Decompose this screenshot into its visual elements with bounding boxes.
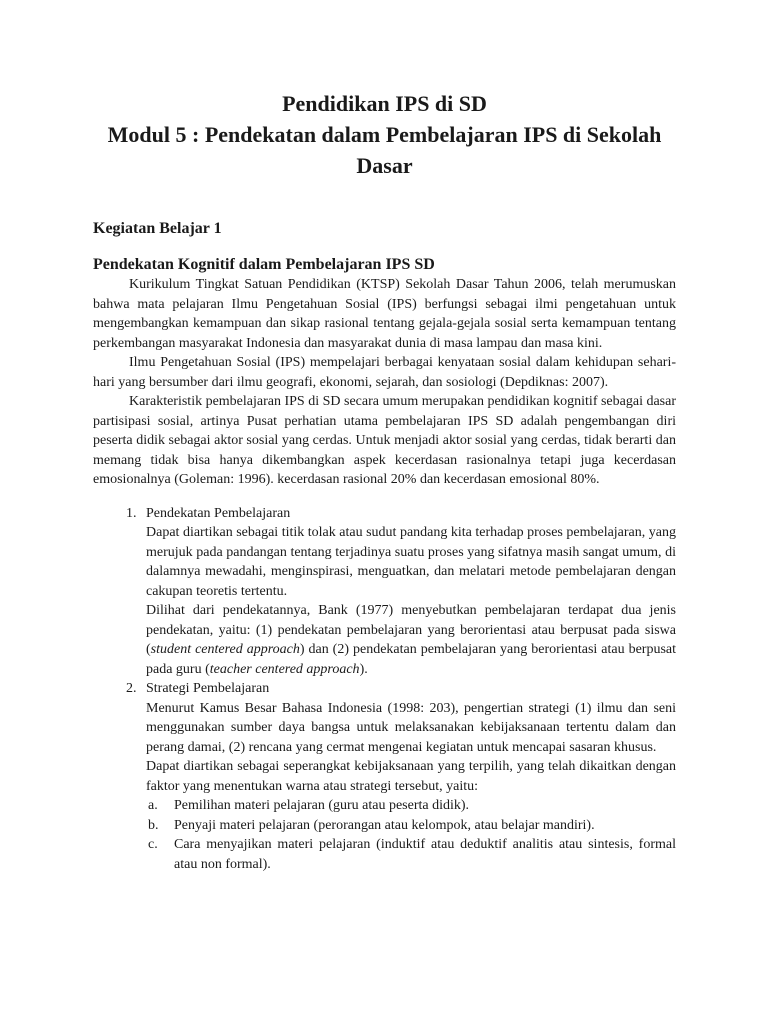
emphasis-student-centered: student centered approach [150, 642, 300, 657]
sub-list-letter: c. [148, 837, 158, 852]
list-item-body-bank [146, 601, 676, 679]
list-item-title: Pendekatan Pembelajaran [146, 505, 291, 521]
list-item-body: Dapat diartikan sebagai titik tolak atau sudut pandang kita terhadap proses pembelajaran, yang merujuk pada pandangan tentang terjadinya suatu proses yang sifatnya masih sangat umum, di dalamnya mewadahi, menginspirasi, menguatkan, dan melatari metode pembelajaran dengan cakupan teoretis tertentu. [146, 525, 676, 599]
sub-list-text: Pemilihan materi pelajaran (guru atau peserta didik). [174, 798, 470, 813]
sub-list-item [146, 835, 676, 874]
list-item-body: Dapat diartikan sebagai seperangkat kebijaksanaan yang terpilih, yang telah dikaitkan dengan faktor yang menentukan warna atau strategi tersebut, yaitu: [146, 759, 676, 794]
sub-list-letter: b. [148, 817, 159, 833]
paragraph-karakteristik: Karakteristik pembelajaran IPS di SD secara umum merupakan pendidikan kognitif sebagai dasar partisipasi sosial, artinya Pusat perhatian utama pembelajaran IPS SD adalah pengembangan diri peserta didik sebagai aktor sosial yang cerdas. Untuk menjadi aktor sosial yang cerdas, tidak berarti dan memang tidak bisa hanya dikembangkan aspek kecerdasan rasionalnya tetapi juga kecerdasan emosionalnya (Goleman: 1996). kecerdasan rasional 20% dan kecerdasan emosional 80%. [93, 394, 676, 487]
text-run: ) dan (2) pendekatan pembelajaran yang berorientasi atau berpusat pada guru ( [146, 642, 677, 677]
list-number: 2. [126, 681, 137, 696]
list-item-pendekatan [93, 504, 676, 680]
text-run: Dilihat dari pendekatannya, Bank (1977) menyebutkan pembelajaran terdapat dua jenis pendekatan, yaitu: (1) pendekatan pembelajaran yang berorientasi atau berpusat pada siswa ( [146, 603, 676, 657]
list-number: 1. [126, 505, 137, 521]
paragraph-ktsp: Kurikulum Tingkat Satuan Pendidikan (KTSP) Sekolah Dasar Tahun 2006, telah merumuskan bahwa mata pelajaran Ilmu Pengetahuan Sosial (IPS) berfungsi sebagai ilmi pengetahuan untuk mengembangkan kemampuan dan sikap rasional tentang gejala-gejala sosial serta kemampuan tentang perkembangan masyarakat Indonesia dan masyarakat dunia di masa lampau dan masa kini. [93, 277, 676, 351]
list-item-body: Menurut Kamus Besar Bahasa Indonesia (1998: 203), pengertian strategi (1) ilmu dan seni menggunakan sumber daya bangsa untuk melaksanakan kebijaksanaan tertentu dalam dan perang damai, (2) rencana yang cermat mengenai kegiatan untuk mencapai sasaran khusus. [146, 700, 676, 755]
sub-list-text: Cara menyajikan materi pelajaran (induktif atau deduktif analitis atau sintesis, formal atau non formal). [174, 837, 676, 872]
paragraph-ips-definition: Ilmu Pengetahuan Sosial (IPS) mempelajari berbagai kenyataan sosial dalam kehidupan sehari-hari yang bersumber dari ilmu geografi, ekonomi, sejarah, dan sosiologi (Depdiknas: 2007). [93, 355, 676, 390]
section-subheading: Pendekatan Kognitif dalam Pembelajaran IPS SD [93, 256, 435, 273]
document-page [93, 88, 676, 874]
sub-list-item [146, 796, 676, 816]
list-item-title: Strategi Pembelajaran [146, 681, 270, 696]
sub-list-text: Penyaji materi pelajaran (perorangan atau kelompok, atau belajar mandiri). [174, 817, 595, 833]
emphasis-teacher-centered: teacher centered approach [209, 661, 360, 677]
numbered-list [93, 504, 676, 875]
title-line-course: Pendidikan IPS di SD [282, 91, 487, 116]
lettered-list [146, 796, 676, 874]
text-run: ). [359, 661, 368, 677]
title-line-module: Modul 5 : Pendekatan dalam Pembelajaran IPS di Sekolah Dasar [107, 122, 662, 178]
sub-list-letter: a. [148, 798, 158, 813]
document-title [93, 88, 676, 181]
kegiatan-heading: Kegiatan Belajar 1 [93, 220, 222, 237]
list-item-strategi [93, 679, 676, 874]
sub-list-item [146, 816, 676, 836]
